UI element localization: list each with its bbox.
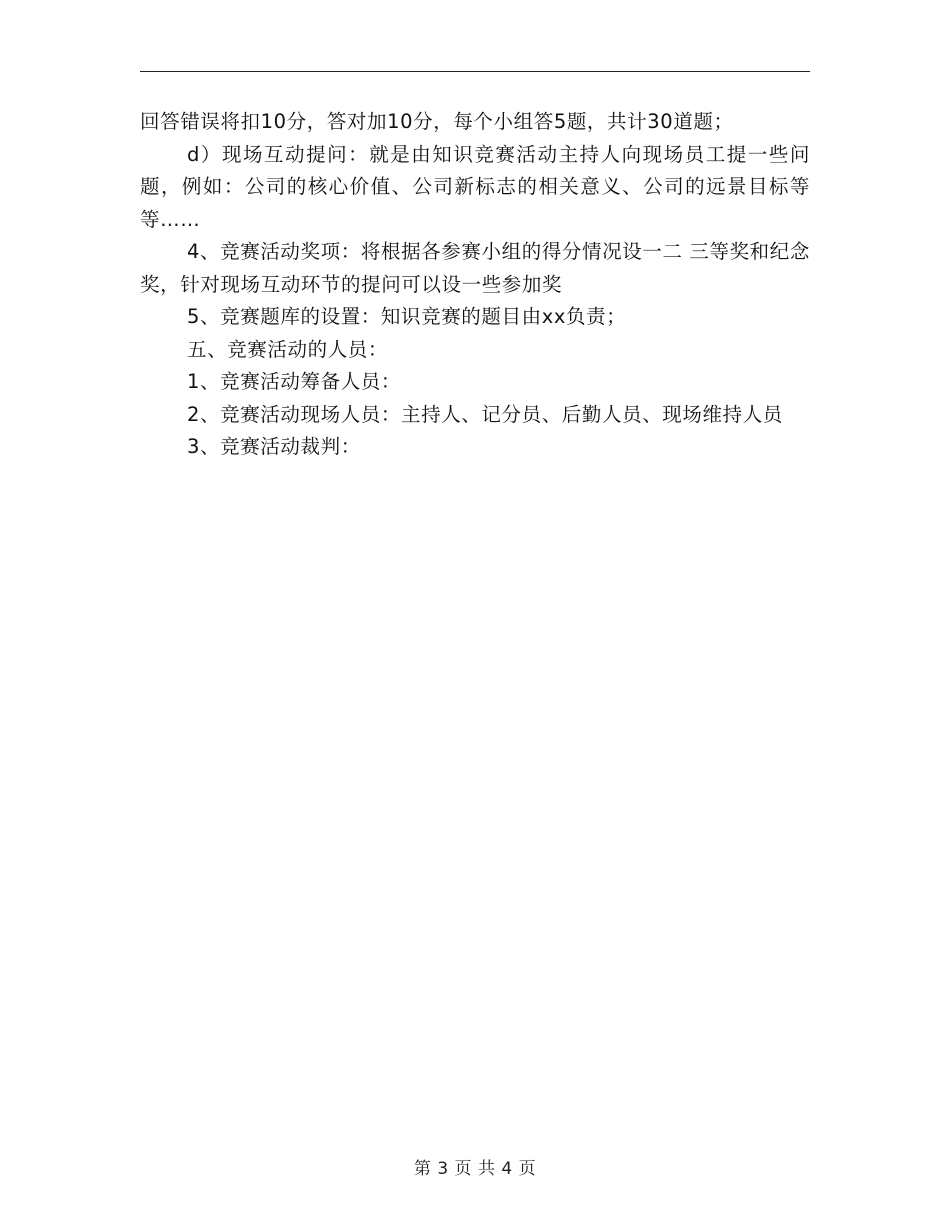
document-body [140, 106, 810, 464]
paragraph-scoring: 回答错误将扣10分，答对加10分，每个小组答5题，共计30道题； [140, 110, 734, 133]
paragraph-awards: 4、竞赛活动奖项：将根据各参赛小组的得分情况设一二 三等奖和纪念奖，针对现场互动环节的提问可以设一些参加奖 [140, 240, 810, 296]
page-number: 第 3 页 共 4 页 [413, 1159, 537, 1179]
paragraph-judges: 3、竞赛活动裁判： [187, 435, 361, 458]
paragraph-question-bank: 5、竞赛题库的设置：知识竞赛的题目由xx负责； [187, 305, 627, 328]
paragraph-interactive-questions: d）现场互动提问：就是由知识竞赛活动主持人向现场员工提一些问题，例如：公司的核心价值、公司新标志的相关意义、公司的远景目标等等…… [140, 142, 810, 231]
paragraph-onsite-staff: 2、竞赛活动现场人员：主持人、记分员、后勤人员、现场维持人员 [187, 402, 783, 426]
paragraph-preparation-staff: 1、竞赛活动筹备人员： [187, 370, 402, 393]
section-heading-personnel: 五、竞赛活动的人员： [187, 337, 389, 361]
header-rule [140, 71, 810, 72]
